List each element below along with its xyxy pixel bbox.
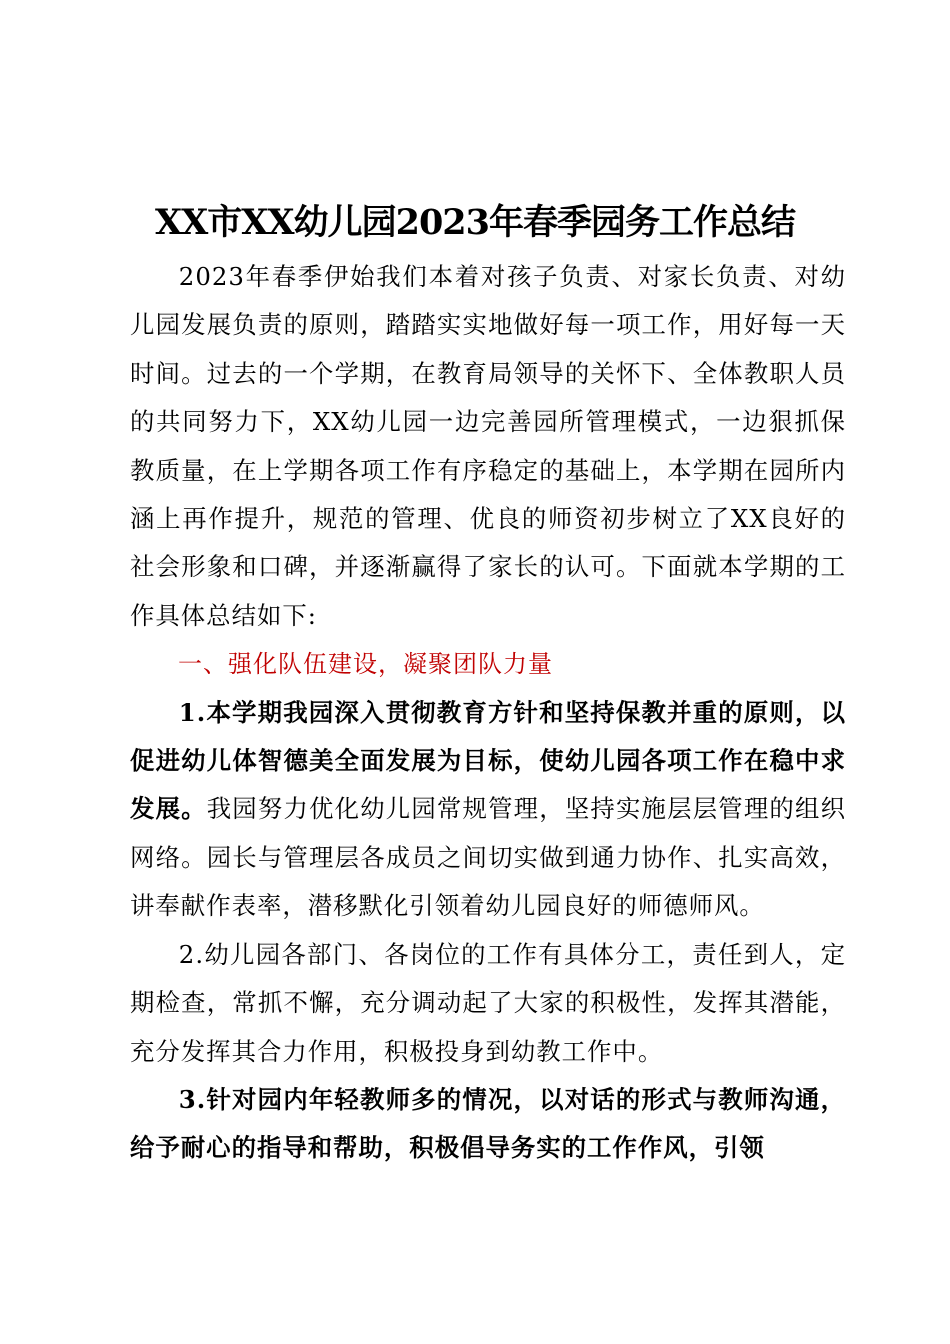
item-1-bold-text: 1.本学期我园深入贯彻教育方针和坚持保教并重的原则，以促进幼儿体智德美全面发展为目标，使幼儿园各项工作在稳中求发展。 xyxy=(130,697,846,824)
document-title: XX市XX幼儿园2023年春季园务工作总结 xyxy=(154,202,796,243)
item-2-paragraph: 2.幼儿园各部门、各岗位的工作有具体分工，责任到人，定期检查，常抓不懈，充分调动起了大家的积极性，发挥其潜能，充分发挥其合力作用，积极投身到幼教工作中。 xyxy=(130,939,846,1066)
item-1-paragraph xyxy=(130,689,846,931)
document-body xyxy=(130,253,846,1173)
item-1-body-text: 我园努力优化幼儿园常规管理，坚持实施层层管理的组织网络。园长与管理层各成员之间切实做到通力协作、扎实高效，讲奉献作表率，潜移默化引领着幼儿园良好的师德师风。 xyxy=(130,794,846,921)
item-3-paragraph: 3.针对园内年轻教师多的情况，以对话的形式与教师沟通，给予耐心的指导和帮助，积极倡导务实的工作作风，引领 xyxy=(130,1084,846,1163)
intro-paragraph: 2023年春季伊始我们本着对孩子负责、对家长负责、对幼儿园发展负责的原则，踏踏实实地做好每一项工作，用好每一天时间。过去的一个学期，在教育局领导的关怀下、全体教职人员的共同努力下，XX幼儿园一边完善园所管理模式，一边狠抓保教质量，在上学期各项工作有序稳定的基础上，本学期在园所内涵上再作提升，规范的管理、优良的师资初步树立了XX良好的社会形象和口碑，并逐渐赢得了家长的认可。下面就本学期的工作具体总结如下: xyxy=(130,262,846,630)
section-heading: 一、强化队伍建设，凝聚团队力量 xyxy=(178,650,553,679)
